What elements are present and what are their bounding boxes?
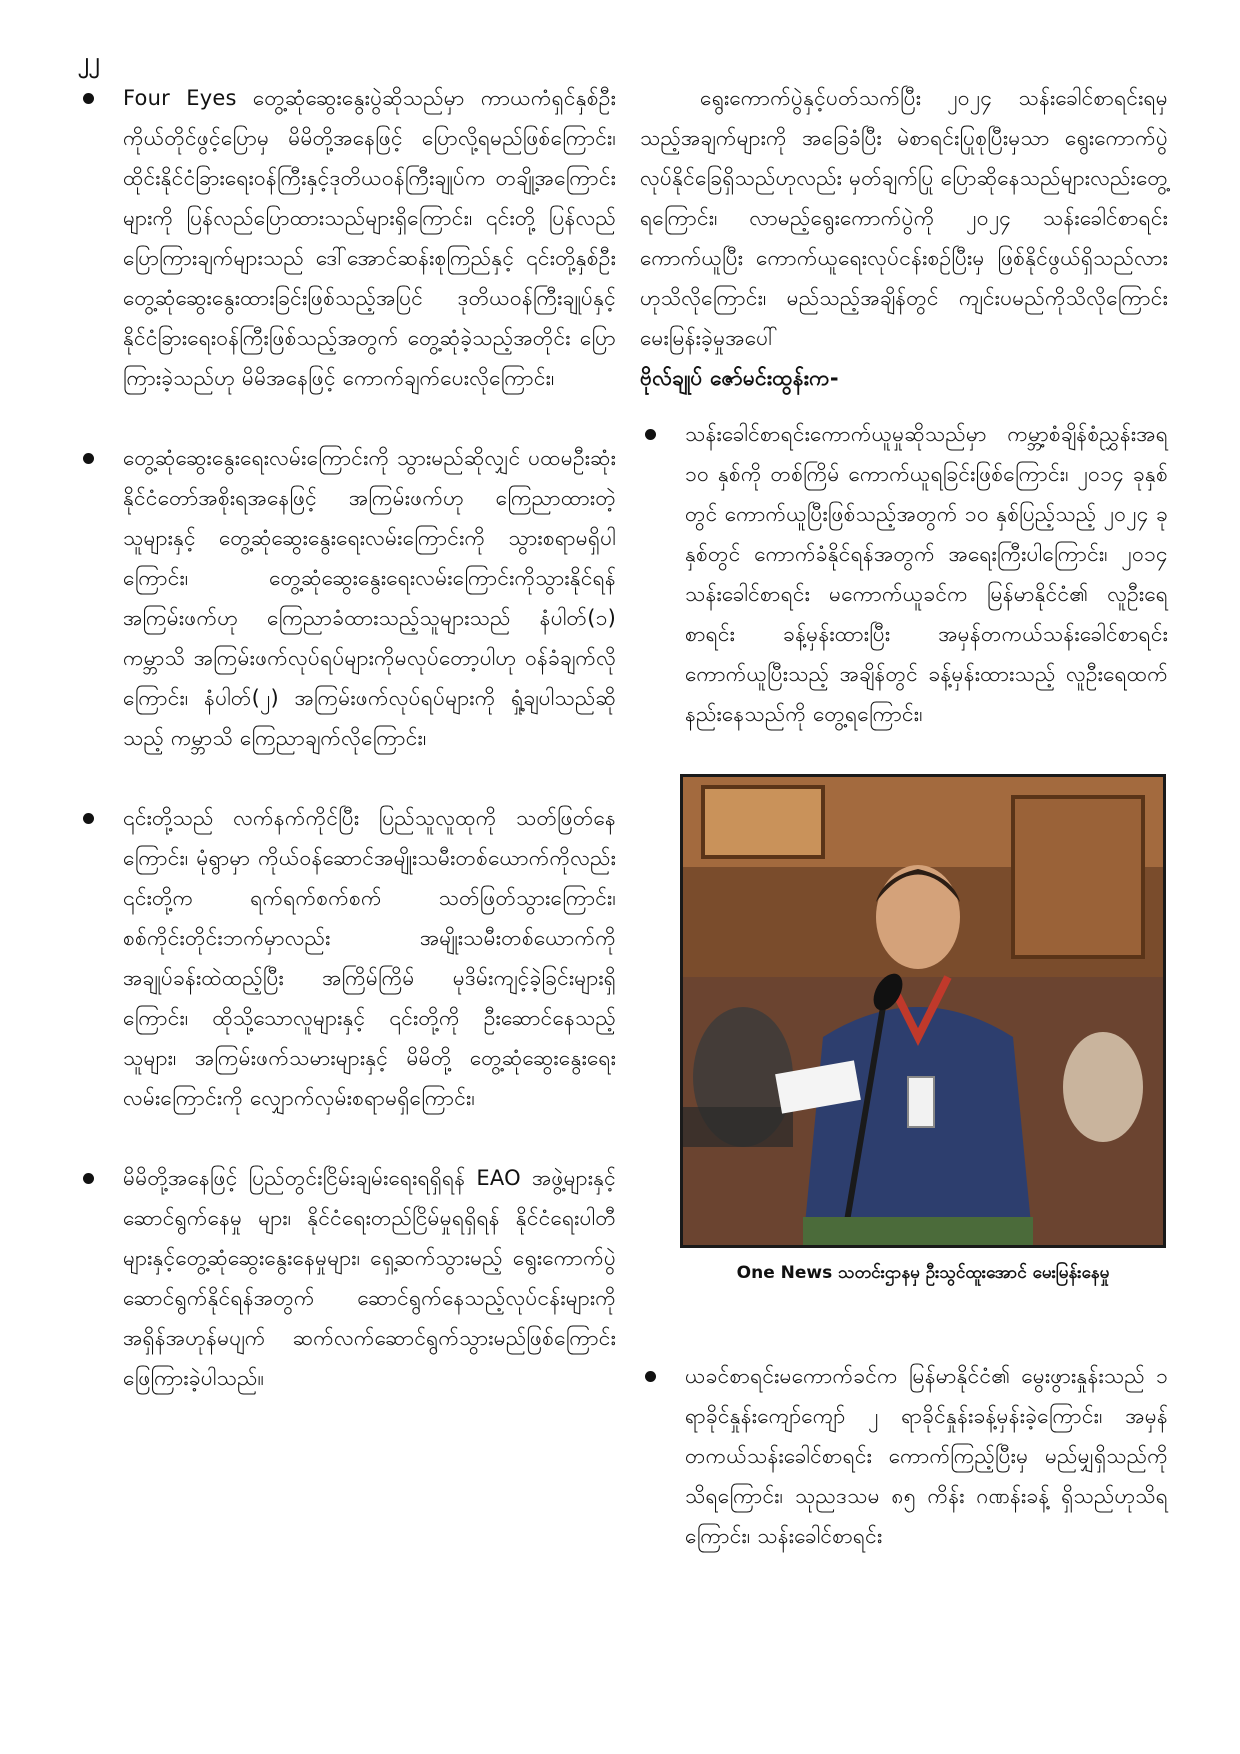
- list-item: တွေ့ဆုံဆွေးနွေးရေးလမ်းကြောင်းကို သွားမည်ဆိုလျှင် ပထမဦးဆုံး နိုင်ငံတော်အစိုးရအနေဖြင့် အကြမ်းဖက်ဟု ကြေညာထားတဲ့သူများနှင့် တွေ့ဆုံဆွေးနွေးရေးလမ်းကြောင်းကို သွားစရာမရှိပါကြောင်း၊ တွေ့ဆုံဆွေးနွေးရေးလမ်းကြောင်းကိုသွားနိုင်ရန် အကြမ်းဖက်ဟု ကြေညာခံထားသည့်သူများသည် နံပါတ်(၁) ကမ္ဘာသိ အကြမ်းဖက်လုပ်ရပ်များကိုမလုပ်တော့ပါဟု ဝန်ခံချက်လိုကြောင်း၊ နံပါတ်(၂) အကြမ်းဖက်လုပ်ရပ်များကို ရှုံ့ချပါသည်ဆိုသည့် ကမ္ဘာသိ ကြေညာချက်လိုကြောင်း၊: [78, 438, 616, 758]
- speaker-head: [876, 865, 960, 969]
- intro-text: ရွေးကောက်ပွဲနှင့်ပတ်သက်ပြီး ၂၀၂၄ သန်းခေါင်စာရင်းရမှသည့်အချက်များကို အခြေခံပြီး မဲစာရင်းပြုစုပြီးမှသာ ရွေးကောက်ပွဲလုပ်နိုင်ခြေရှိသည်ဟုလည်း မှတ်ချက်ပြု ပြောဆိုနေသည်များလည်းတွေ့ရကြောင်း၊ လာမည့်ရွေးကောက်ပွဲကို ၂၀၂၄ သန်းခေါင်စာရင်းကောက်ယူပြီး ကောက်ယူရေးလုပ်ငန်းစဉ်ပြီးမှ ဖြစ်နိုင်ဖွယ်ရှိသည်လားဟုသိလိုကြောင်း၊ မည်သည့်အချိန်တွင် ကျင်းပမည်ကိုသိလိုကြောင်း မေးမြန်းခဲ့မှုအပေါ်: [640, 86, 1168, 350]
- photo-illustration: [683, 777, 1163, 1245]
- window-frame: [703, 787, 823, 857]
- page-number: ၂၂: [78, 49, 100, 74]
- list-item: သန်းခေါင်စာရင်းကောက်ယူမှုဆိုသည်မှာ ကမ္ဘာ့စံချိန်စံညွှန်းအရ ၁၀ နှစ်ကို တစ်ကြိမ် ကောက်ယူရခြင်းဖြစ်ကြောင်း၊ ၂၀၁၄ ခုနှစ်တွင် ကောက်ယူပြီးဖြစ်သည့်အတွက် ၁၀ နှစ်ပြည့်သည့် ၂၀၂၄ ခုနှစ်တွင် ကောက်ခံနိုင်ရန်အတွက် အရေးကြီးပါကြောင်း၊ ၂၀၁၄ သန်းခေါင်စာရင်း မကောက်ယူခင်က မြန်မာနိုင်ငံ၏ လူဦးရေစာရင်း ခန့်မှန်းထားပြီး အမှန်တကယ်သန်းခေါင်စာရင်း ကောက်ယူပြီးသည့် အချိန်တွင် ခန့်မှန်းထားသည့် လူဦးရေထက် နည်းနေသည်ကို တွေ့ရကြောင်း၊: [640, 414, 1168, 734]
- list-item: ၎င်းတို့သည် လက်နက်ကိုင်ပြီး ပြည်သူလူထုကို သတ်ဖြတ်နေကြောင်း၊ မုံရွာမှာ ကိုယ်ဝန်ဆောင်အမျိုးသမီးတစ်ယောက်ကိုလည်း ၎င်းတို့က ရက်ရက်စက်စက် သတ်ဖြတ်သွားကြောင်း၊ စစ်ကိုင်းတိုင်းဘက်မှာလည်း အမျိုးသမီးတစ်ယောက်ကို အချုပ်ခန်းထဲထည့်ပြီး အကြိမ်ကြိမ် မုဒိမ်းကျင့်ခဲ့ခြင်းများရှိကြောင်း၊ ထိုသို့သောလူများနှင့် ၎င်းတို့ကို ဦးဆောင်နေသည့်သူများ၊ အကြမ်းဖက်သမားများနှင့် မိမိတို့ တွေ့ဆုံဆွေးနွေးရေးလမ်းကြောင်းကို လျှောက်လှမ်းစရာမရှိကြောင်း၊: [78, 798, 616, 1118]
- door-panel: [1013, 797, 1143, 957]
- left-column: [78, 78, 616, 1438]
- press-badge: [908, 1077, 934, 1127]
- press-conference-photo: [680, 774, 1166, 1248]
- blurred-person-right: [1063, 1032, 1143, 1142]
- table-left: [683, 1107, 793, 1147]
- list-item: မိမိတို့အနေဖြင့် ပြည်တွင်းငြိမ်းချမ်းရေးရရှိရန် EAO အဖွဲ့များနှင့် ဆောင်ရွက်နေမှု များ၊ နိုင်ငံရေးတည်ငြိမ်မှုရရှိရန် နိုင်ငံရေးပါတီများနှင့်တွေ့ဆုံဆွေးနွေးနေမှုများ၊ ရှေ့ဆက်သွားမည့် ရွေးကောက်ပွဲဆောင်ရွက်နိုင်ရန်အတွက် ဆောင်ရွက်နေသည့်လုပ်ငန်းများကို အရှိန်အဟုန်မပျက် ဆက်လက်ဆောင်ရွက်သွားမည်ဖြစ်ကြောင်း ဖြေကြားခဲ့ပါသည်။: [78, 1158, 616, 1398]
- speaker-label: ဗိုလ်ချုပ် ဇော်မင်းထွန်းက-: [640, 366, 839, 390]
- photo-caption: One News သတင်းဌာနမှ ဦးသွင်ထူးအောင် မေးမြန်းနေမှု: [736, 1263, 1110, 1283]
- list-item: ယခင်စာရင်းမကောက်ခင်က မြန်မာနိုင်ငံ၏ မွေးဖွားနှုန်းသည် ၁ ရာခိုင်နှုန်းကျော်ကျော် ၂ ရာခိုင်နှုန်းခန့်မှန်းခဲ့ကြောင်း၊ အမှန်တကယ်သန်းခေါင်စာရင်း ကောက်ကြည့်ပြီးမှ မည်မျှရှိသည်ကိုသိရကြောင်း၊ သုညဒသမ ၈၅ ကိန်း ဂဏန်းခန့် ရှိသည်ဟုသိရကြောင်း၊ သန်းခေါင်စာရင်း: [640, 1356, 1168, 1556]
- intro-paragraph: [640, 78, 1168, 398]
- longyi: [803, 1217, 1033, 1245]
- list-item: Four Eyes တွေ့ဆုံဆွေးနွေးပွဲဆိုသည်မှာ ကာယကံရှင်နှစ်ဦး ကိုယ်တိုင်ဖွင့်ပြောမှ မိမိတို့အနေဖြင့် ပြောလို့ရမည်ဖြစ်ကြောင်း၊ ထိုင်းနိုင်ငံခြားရေးဝန်ကြီးနှင့်ဒုတိယဝန်ကြီးချုပ်က တချို့အကြောင်းများကို ပြန်လည်ပြောထားသည်များရှိကြောင်း၊ ၎င်းတို့ ပြန်လည်ပြောကြားချက်များသည် ဒေါ်အောင်ဆန်းစုကြည်နှင့် ၎င်းတို့နှစ်ဦး တွေ့ဆုံဆွေးနွေးထားခြင်းဖြစ်သည့်အပြင် ဒုတိယဝန်ကြီးချုပ်နှင့် နိုင်ငံခြားရေးဝန်ကြီးဖြစ်သည့်အတွက် တွေ့ဆုံခဲ့သည့်အတိုင်း ပြောကြားခဲ့သည်ဟု မိမိအနေဖြင့် ကောက်ချက်ပေးလိုကြောင်း၊: [78, 78, 616, 398]
- right-column: [640, 78, 1168, 1596]
